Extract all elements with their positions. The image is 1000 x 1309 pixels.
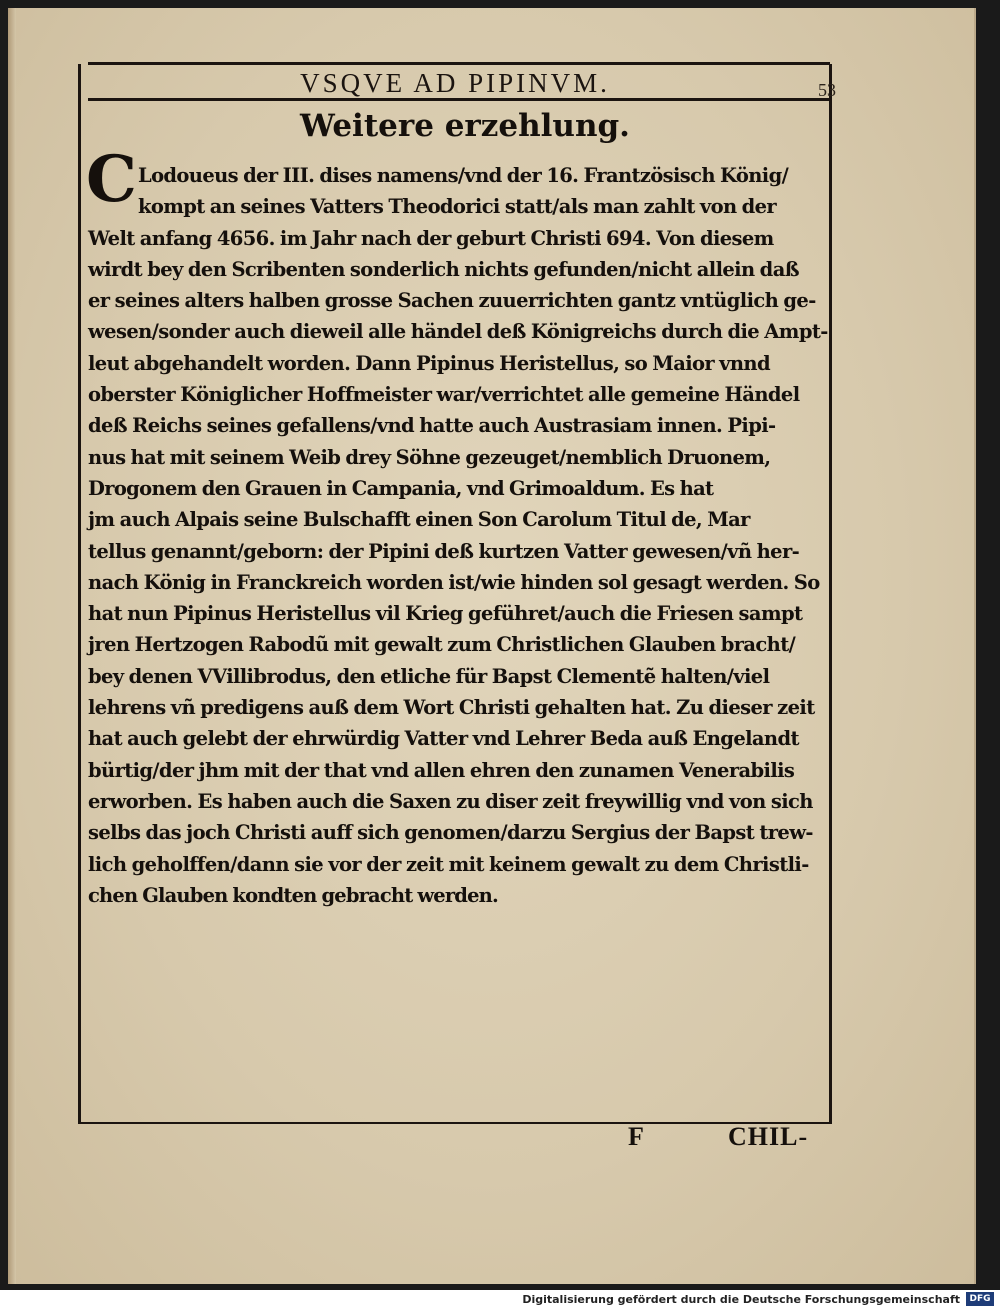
footer-credit: Digitalisierung gefördert durch die Deutsche Forschungsgemeinschaft (522, 1293, 960, 1306)
text-line: hat auch gelebt der ehrwürdig Vatter vnd Lehrer Beda auß Engelandt (88, 727, 799, 751)
text-line: Drogonem den Grauen in Campania, vnd Grimoaldum. Es hat (88, 476, 714, 500)
drop-initial: C (86, 142, 137, 217)
text-line: nach König in Franckreich worden ist/wie hinden sol gesagt werden. So (88, 570, 820, 594)
text-line: Welt anfang 4656. im Jahr nach der geburt Christi 694. Von diesem (88, 226, 774, 250)
text-line: chen Glauben kondten gebracht werden. (88, 883, 498, 907)
section-title: Weitere erzehlung. (300, 108, 630, 144)
text-line: leut abgehandelt worden. Dann Pipinus Heristellus, so Maior vnnd (88, 351, 770, 375)
text-line: selbs das joch Christi auff sich genomen/darzu Sergius der Bapst trew- (88, 821, 813, 845)
text-line: nus hat mit seinem Weib drey Söhne gezeuget/nemblich Druonem, (88, 445, 771, 469)
catchword: CHIL- (728, 1122, 809, 1151)
folio-number: 53 (818, 80, 836, 100)
text-line: jren Hertzogen Rabodũ mit gewalt zum Christlichen Glauben bracht/ (88, 633, 796, 657)
body-text (88, 160, 848, 911)
running-head: VSQVE AD PIPINVM. (300, 68, 610, 98)
text-line: jm auch Alpais seine Bulschafft einen Son Carolum Titul de, Mar (88, 508, 750, 532)
text-line: bürtig/der jhm mit der that vnd allen ehren den zunamen Venerabilis (88, 758, 795, 782)
page-gutter-edge (8, 8, 16, 1284)
text-line: kompt an seines Vatters Theodorici statt/als man zahlt von der (138, 195, 777, 219)
text-line: tellus genannt/geborn: der Pipini deß kurtzen Vatter gewesen/vñ her- (88, 539, 800, 563)
text-line: lich geholffen/dann sie vor der zeit mit keinem gewalt zu dem Christli- (88, 852, 809, 876)
text-line: wirdt bey den Scribenten sonderlich nichts gefunden/nicht allein daß (88, 257, 799, 281)
text-line: wesen/sonder auch dieweil alle händel deß Königreichs durch die Ampt- (88, 320, 828, 344)
dfg-logo: DFG (966, 1292, 994, 1306)
text-line: bey denen VVillibrodus, den etliche für Bapst Clementẽ halten/viel (88, 664, 770, 688)
text-line: hat nun Pipinus Heristellus vil Krieg geführet/auch die Friesen sampt (88, 602, 803, 626)
text-line: Lodoueus der III. dises namens/vnd der 16. Frantzösisch König/ (138, 164, 789, 187)
text-line: lehrens vñ predigens auß dem Wort Christi gehalten hat. Zu dieser zeit (88, 696, 815, 720)
text-line: deß Reichs seines gefallens/vnd hatte auch Austrasiam innen. Pipi- (88, 414, 776, 438)
text-line: oberster Königlicher Hoffmeister war/verrichtet alle gemeine Händel (88, 383, 800, 407)
text-line: erworben. Es haben auch die Saxen zu diser zeit freywillig vnd von sich (88, 789, 813, 813)
text-line: er seines alters halben grosse Sachen zuuerrichten gantz vntüglich ge- (88, 289, 816, 313)
signature-mark: F (628, 1122, 644, 1151)
